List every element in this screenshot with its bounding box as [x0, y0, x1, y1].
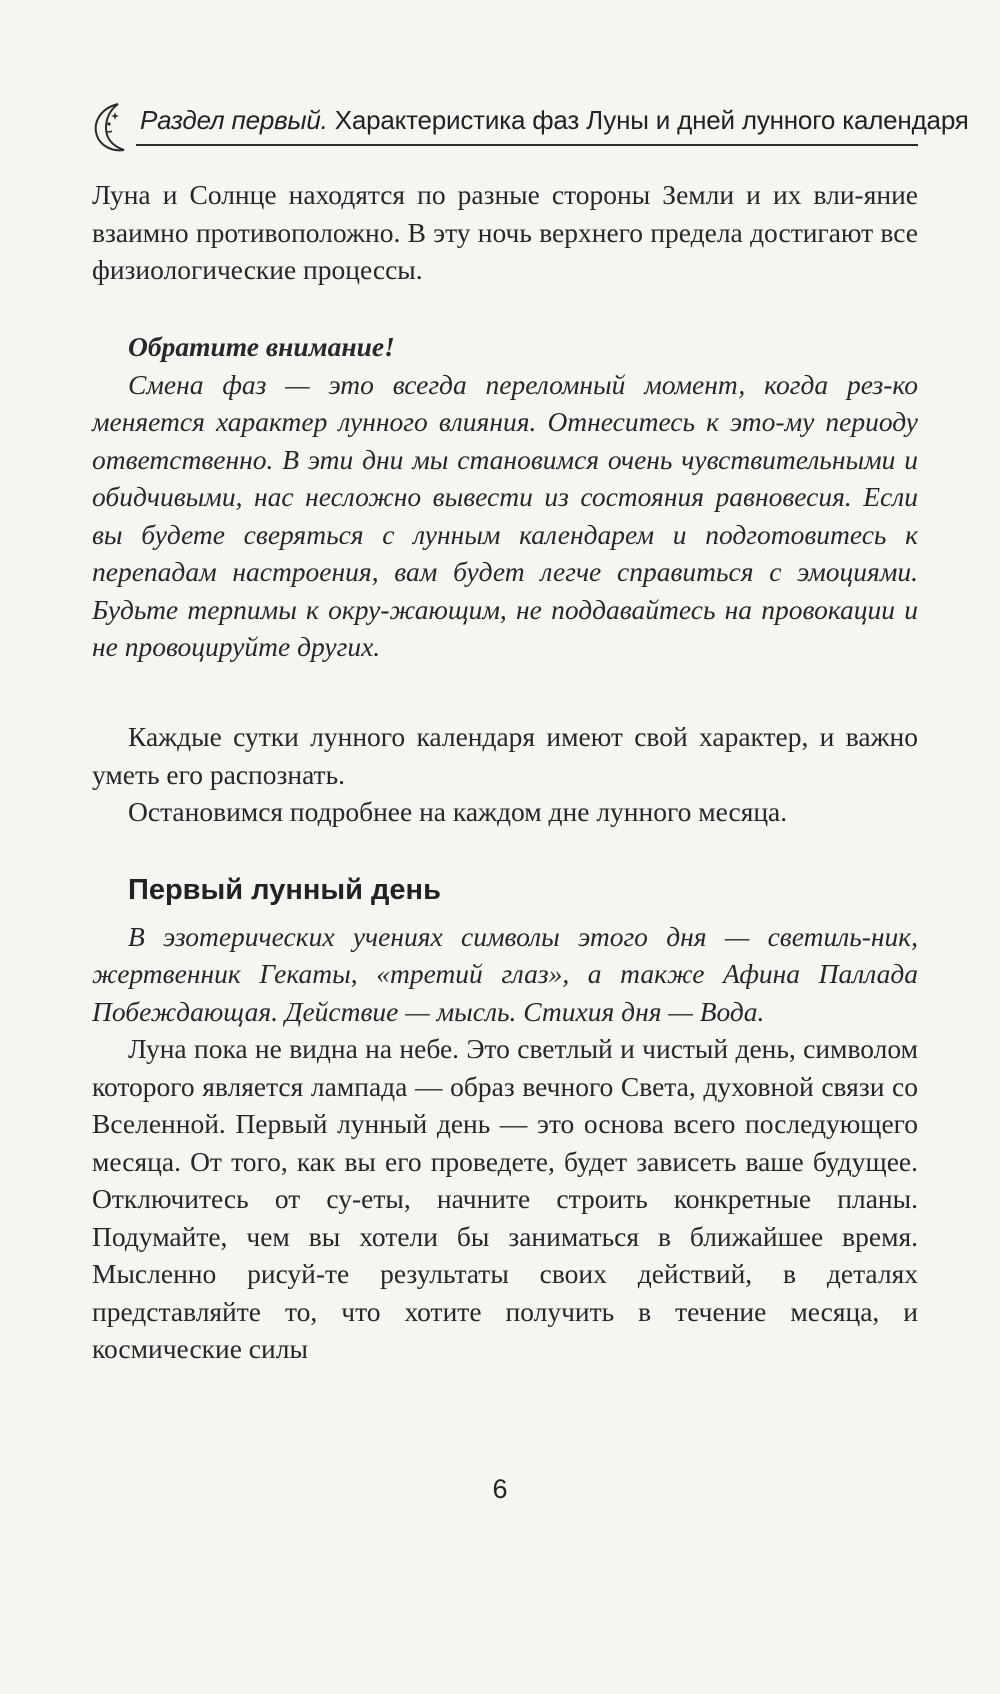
days-intro-block	[92, 718, 918, 831]
intro-block	[92, 176, 918, 289]
days-intro-paragraph-2: Остановимся подробнее на каждом дне лунного месяца.	[128, 796, 788, 827]
intro-paragraph: Луна и Солнце находятся по разные стороны Земли и их вли-яние взаимно противоположно. В эту ночь верхнего предела достигают все физиологические процессы.	[92, 179, 918, 285]
first-day-section	[92, 872, 918, 1368]
note-text: Смена фаз — это всегда переломный момент, когда рез-ко меняется характер лунного влияния. Отнеситесь к это-му периоду ответственно. В эти дни мы становимся очень чувствительными и обидчивыми, нас несложно вывести из состояния равновесия. Если вы будете сверяться с лунным календарем и подготовитесь к перепадам настроения, вам будет легче справиться с эмоциями. Будьте терпимы к окру-жающим, не поддавайтесь на провокации и не провоцируйте других.	[92, 368, 918, 662]
days-intro-paragraph: Каждые сутки лунного календаря имеют свой характер, и важно уметь его распознать.	[92, 721, 918, 790]
section-symbols: В эзотерических учениях символы этого дня — светиль-ник, жертвенник Гекаты, «третий глаз», а также Афина Паллада Побеждающая. Действие — мысль. Стихия дня — Вода.	[92, 920, 918, 1027]
page-number: 6	[492, 1474, 508, 1504]
section-title: Первый лунный день	[128, 874, 441, 906]
chapter-title: Характеристика фаз Луны и дней лунного календаря	[327, 105, 969, 135]
section-label: Раздел первый.	[140, 105, 328, 135]
running-header-title	[140, 105, 969, 136]
section-body: Луна пока не видна на небе. Это светлый и чистый день, символом которого является лампада — образ вечного Света, духовной связи со Вселенной. Первый лунный день — это основа всего последующего месяца. От того, как вы его проведете, будет зависеть ваше будущее. Отключитесь от су-еты, начните строить конкретные планы. Подумайте, чем вы хотели бы заниматься в ближайшее время. Мысленно рисуй-те результаты своих действий, в деталях представляйте то, что хотите получить в течение месяца, и космические силы	[92, 1033, 918, 1364]
running-header	[88, 100, 969, 160]
note-block	[92, 328, 918, 666]
note-heading: Обратите внимание!	[128, 331, 395, 362]
header-divider	[136, 144, 918, 146]
crescent-moon-icon	[88, 100, 130, 156]
